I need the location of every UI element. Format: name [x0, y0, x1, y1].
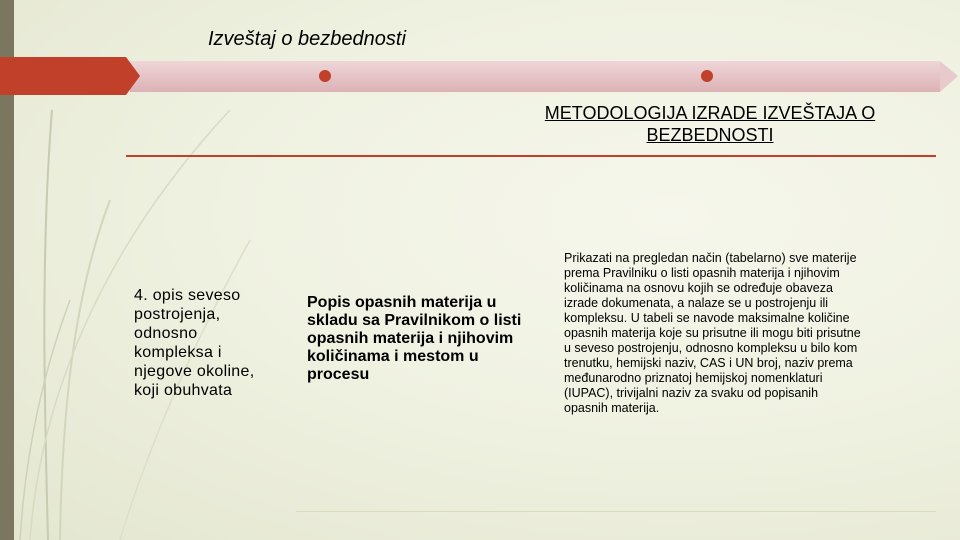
column-1-text: 4. opis seveso postrojenja, odnosno kompleksa i njegove okoline, koji obuhvata: [134, 287, 255, 399]
title-accent-tab: [0, 57, 126, 95]
title-accent-tab-point: [126, 57, 140, 95]
section-heading: METODOLOGIJA IZRADE IZVEŠTAJA O BEZBEDNOSTI: [544, 103, 876, 145]
bottom-divider: [296, 511, 936, 512]
column-3-text: Prikazati na pregledan način (tabelarno) sve materije prema Pravilniku o listi opasnih materija i njihovim količinama na osnovu kojih se određuje obaveza izrade dokumenata, a nalaze se u postrojenju ili kompleksu. U tabeli se navode maksimalne količine opasnih materija koje su prisutne ili mogu biti prisutne u seveso postrojenju, odnosno kompleksu u bilo kom trenutku, hemijski naziv, CAS i UN broj, naziv prema međunarodno priznatoj hemijskoj nomenklaturi (IUPAC), trivijalni naziv za svaku od popisanih opasnih materija.: [564, 251, 861, 415]
column-2-text: Popis opasnih materija u skladu sa Pravilnikom o listi opasnih materija i njihovim količinama i mestom u procesu: [307, 294, 522, 383]
slide-title: Izveštaj o bezbednosti: [208, 28, 406, 50]
timeline-dot-1: [319, 70, 331, 82]
heading-divider: [126, 155, 936, 157]
timeline-dot-2: [701, 70, 713, 82]
